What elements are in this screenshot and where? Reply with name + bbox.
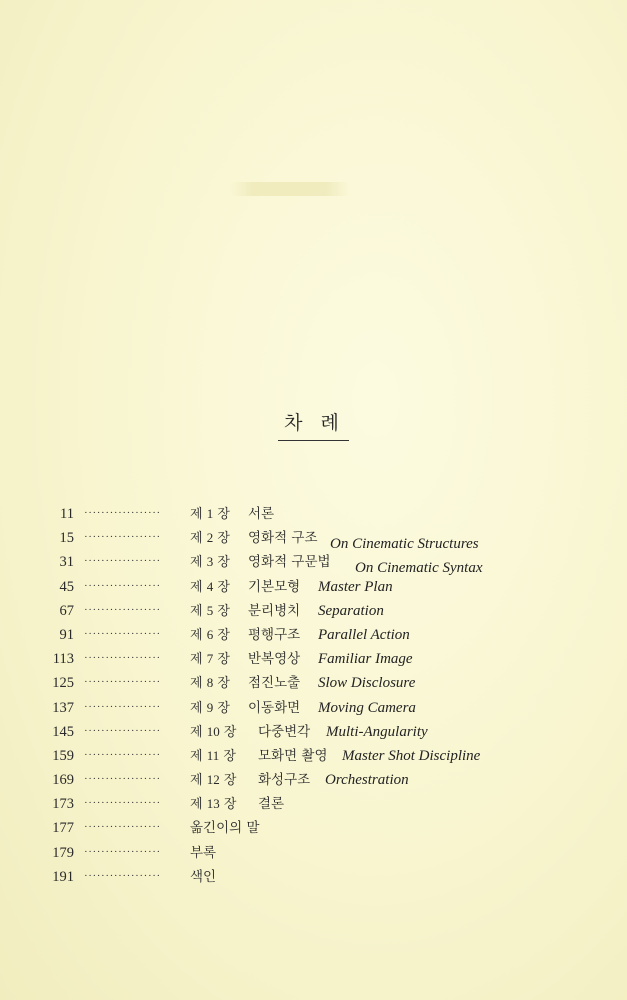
toc-heading (0, 408, 627, 441)
chapter-prefix: 제 (190, 627, 203, 643)
backmatter-title: 부록 (190, 844, 217, 861)
chapter-label (190, 696, 230, 721)
page-number: 179 (52, 844, 74, 861)
backmatter-title: 옮긴이의 말 (190, 820, 260, 837)
dot-leader: ·················· (84, 797, 161, 810)
chapter-prefix: 제 (190, 507, 203, 522)
chapter-prefix: 제 (190, 652, 203, 668)
chapter-number: 13 (206, 796, 220, 812)
chapter-label (190, 623, 230, 648)
dot-leader: ·················· (84, 700, 161, 713)
page-number: 191 (52, 868, 74, 885)
chapter-prefix: 제 (190, 700, 203, 716)
toc-heading-text: 차 례 (278, 408, 349, 441)
chapter-number: 10 (206, 723, 220, 739)
chapter-prefix: 제 (190, 603, 203, 619)
dot-leader: ·················· (84, 603, 161, 616)
chapter-suffix: 장 (223, 724, 237, 740)
korean-title: 점진노출 (248, 675, 301, 692)
toc-entry[interactable] (0, 865, 627, 889)
chapter-label (190, 647, 230, 672)
chapter-number: 6 (206, 626, 214, 642)
chapter-label (190, 575, 230, 600)
english-title: Multi-Angularity (326, 723, 428, 740)
page-number: 173 (52, 796, 74, 813)
korean-title: 서론 (248, 506, 275, 522)
english-title: Master Shot Discipline (342, 747, 481, 764)
toc-entry[interactable] (0, 696, 627, 720)
toc-entry[interactable] (0, 841, 627, 865)
korean-title: 이동화면 (248, 699, 301, 716)
english-title: On Cinematic Syntax (355, 560, 483, 577)
chapter-number: 12 (206, 772, 220, 788)
toc-list (0, 502, 627, 889)
page-number: 137 (52, 699, 74, 716)
chapter-suffix: 장 (217, 676, 230, 692)
chapter-prefix: 제 (190, 748, 203, 764)
chapter-prefix: 제 (190, 724, 203, 740)
toc-entry[interactable] (0, 816, 627, 840)
chapter-number: 1 (206, 506, 214, 521)
toc-entry[interactable] (0, 550, 627, 577)
english-title: Master Plan (318, 578, 393, 595)
toc-entry[interactable] (0, 526, 627, 553)
toc-entry[interactable] (0, 575, 627, 599)
english-title: On Cinematic Structures (330, 536, 479, 553)
chapter-suffix: 장 (217, 652, 230, 668)
page-number: 145 (52, 723, 74, 740)
toc-entry[interactable] (0, 768, 627, 792)
toc-entry[interactable] (0, 792, 627, 816)
chapter-number: 8 (206, 675, 214, 691)
page-number: 113 (52, 651, 74, 668)
page-number: 45 (59, 578, 74, 595)
toc-entry[interactable] (0, 599, 627, 623)
page-number: 159 (52, 747, 74, 764)
english-title: Moving Camera (318, 699, 416, 716)
toc-entry[interactable] (0, 671, 627, 695)
chapter-prefix: 제 (190, 676, 203, 692)
korean-title: 다중변각 (258, 723, 311, 740)
dot-leader: ·················· (84, 845, 161, 858)
chapter-suffix: 장 (223, 797, 237, 813)
toc-entry[interactable] (0, 502, 627, 526)
chapter-suffix: 장 (223, 773, 237, 789)
toc-entry[interactable] (0, 720, 627, 744)
dot-leader: ·················· (84, 821, 161, 834)
korean-title: 반복영상 (248, 651, 301, 668)
chapter-number: 7 (206, 651, 214, 667)
chapter-label (190, 720, 236, 745)
page-number: 15 (59, 530, 74, 547)
dot-leader: ·················· (84, 676, 161, 689)
toc-entry[interactable] (0, 623, 627, 647)
chapter-suffix: 장 (217, 627, 230, 643)
chapter-prefix: 제 (190, 531, 203, 547)
page-number: 177 (52, 820, 74, 837)
page-number: 67 (59, 602, 74, 619)
page-number: 91 (59, 626, 74, 643)
dot-leader: ·················· (84, 869, 161, 882)
toc-entry[interactable] (0, 647, 627, 671)
page-number: 125 (52, 675, 74, 692)
bleed-through-mark (230, 182, 350, 196)
dot-leader: ·················· (84, 507, 161, 519)
chapter-suffix: 장 (223, 748, 236, 764)
dot-leader: ·················· (84, 531, 161, 544)
chapter-label (190, 792, 236, 817)
chapter-prefix: 제 (190, 797, 203, 813)
page-number: 31 (59, 554, 74, 571)
dot-leader: ·················· (84, 773, 161, 786)
chapter-number: 2 (206, 530, 214, 546)
toc-entry[interactable] (0, 744, 627, 768)
chapter-prefix: 제 (190, 773, 203, 789)
chapter-label (190, 744, 236, 769)
backmatter-title: 색인 (190, 868, 217, 885)
chapter-label (190, 768, 236, 793)
english-title: Familiar Image (318, 651, 413, 668)
korean-title: 영화적 구문법 (248, 554, 331, 571)
chapter-suffix: 장 (217, 700, 230, 716)
english-title: Orchestration (325, 772, 409, 789)
dot-leader: ·················· (84, 652, 161, 665)
chapter-label (190, 671, 230, 696)
dot-leader: ·················· (84, 627, 161, 640)
chapter-suffix: 장 (217, 555, 230, 571)
chapter-label (190, 526, 230, 551)
korean-title: 평행구조 (248, 626, 301, 643)
chapter-prefix: 제 (190, 555, 203, 571)
chapter-prefix: 제 (190, 579, 203, 595)
korean-title: 분리병치 (248, 602, 301, 619)
english-title: Slow Disclosure (318, 675, 416, 692)
dot-leader: ·················· (84, 724, 161, 737)
dot-leader: ·················· (84, 579, 161, 592)
chapter-number: 5 (206, 602, 214, 618)
chapter-label (190, 550, 230, 575)
chapter-suffix: 장 (217, 603, 230, 619)
korean-title: 영화적 구조 (248, 530, 318, 547)
chapter-suffix: 장 (217, 579, 230, 595)
dot-leader: ·················· (84, 748, 161, 761)
chapter-label (190, 502, 230, 527)
korean-title: 기본모형 (248, 578, 301, 595)
page-number: 169 (52, 772, 74, 789)
chapter-label (190, 599, 230, 624)
chapter-number: 4 (206, 578, 214, 594)
chapter-number: 9 (206, 699, 214, 715)
chapter-suffix: 장 (217, 531, 230, 547)
english-title: Separation (318, 602, 384, 619)
chapter-suffix: 장 (217, 507, 230, 522)
page-number: 11 (60, 506, 74, 522)
korean-title: 모화면 촬영 (258, 747, 328, 764)
english-title: Parallel Action (318, 626, 410, 643)
korean-title: 결론 (258, 796, 285, 813)
korean-title: 화성구조 (258, 772, 311, 789)
chapter-number: 11 (206, 747, 220, 763)
chapter-number: 3 (206, 554, 214, 570)
dot-leader: ·················· (84, 555, 161, 568)
